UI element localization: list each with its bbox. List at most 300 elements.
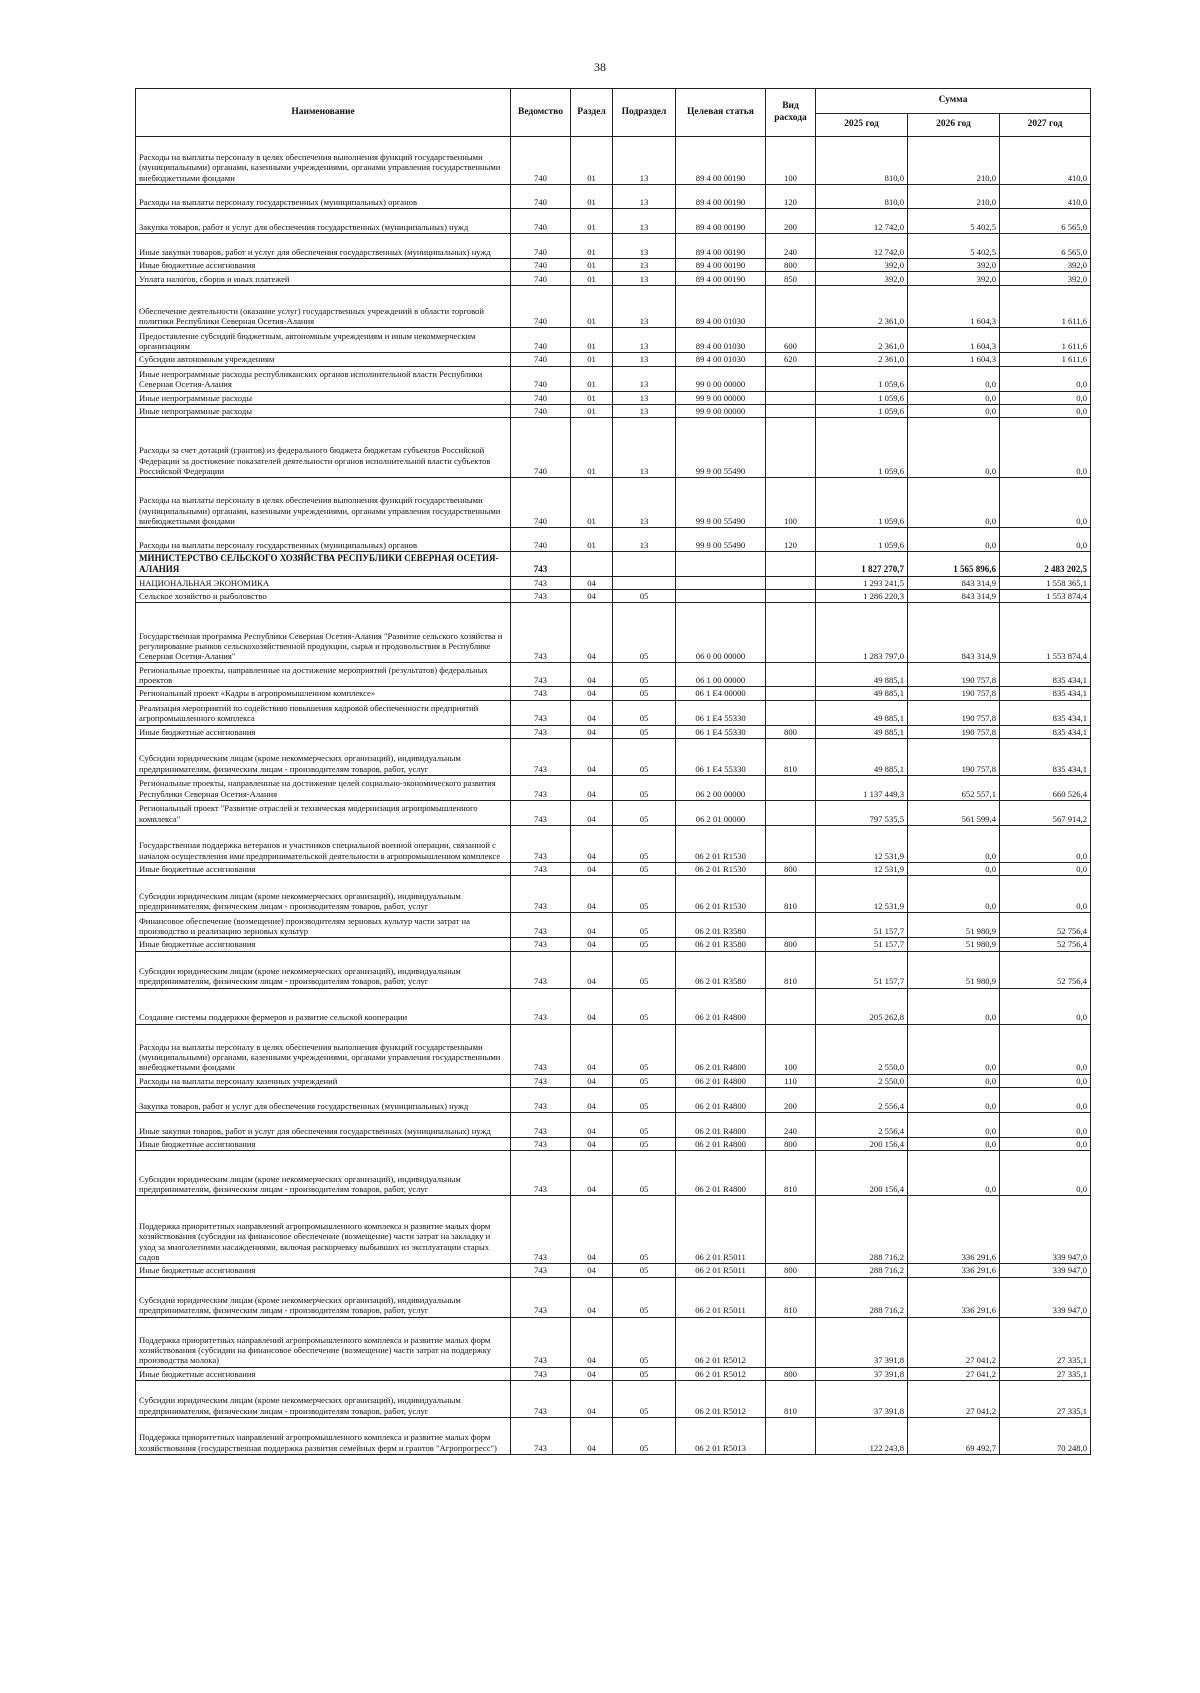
cell-name: Сельское хозяйство и рыболовство	[136, 590, 511, 603]
cell-dept: 740	[511, 391, 571, 404]
cell-2026: 210,0	[908, 185, 1000, 209]
cell-2025: 37 391,8	[816, 1317, 908, 1367]
cell-2025: 37 391,8	[816, 1367, 908, 1380]
cell-section: 04	[571, 1367, 613, 1380]
cell-dept: 743	[511, 725, 571, 738]
cell-2027: 0,0	[1000, 1113, 1091, 1138]
table-row	[136, 590, 1091, 603]
cell-subsection: 05	[613, 876, 676, 913]
header-sum: Сумма	[816, 89, 1091, 114]
cell-subsection: 13	[613, 366, 676, 391]
budget-table	[135, 88, 1091, 1455]
cell-exp-type: 110	[766, 1074, 816, 1087]
cell-2025: 200 156,4	[816, 1151, 908, 1196]
cell-dept: 743	[511, 1417, 571, 1454]
cell-2027: 1 611,6	[1000, 286, 1091, 328]
cell-name: Иные бюджетные ассигнования	[136, 1367, 511, 1380]
cell-2027: 0,0	[1000, 1024, 1091, 1074]
cell-name: Расходы на выплаты персоналу в целях обеспечения выполнения функций государственными (муниципальными) органами, казенными учреждениями, органами управления государственными внебюджетными фондами	[136, 478, 511, 528]
cell-exp-type	[766, 404, 816, 417]
cell-section: 04	[571, 776, 613, 801]
cell-section: 04	[571, 951, 613, 988]
cell-2025: 1 059,6	[816, 366, 908, 391]
cell-section: 01	[571, 404, 613, 417]
cell-target: 06 2 01 R3580	[676, 938, 766, 951]
cell-dept: 743	[511, 590, 571, 603]
cell-dept: 743	[511, 603, 571, 663]
table-row	[136, 1024, 1091, 1074]
cell-target	[676, 552, 766, 577]
cell-exp-type: 200	[766, 209, 816, 234]
cell-2027: 1 553 874,4	[1000, 590, 1091, 603]
header-section: Раздел	[571, 89, 613, 137]
cell-section: 04	[571, 988, 613, 1024]
cell-target: 06 2 01 R5012	[676, 1380, 766, 1417]
cell-2027: 0,0	[1000, 826, 1091, 863]
table-row	[136, 1113, 1091, 1138]
cell-section: 04	[571, 1074, 613, 1087]
cell-dept: 740	[511, 286, 571, 328]
cell-2026: 0,0	[908, 404, 1000, 417]
cell-exp-type: 120	[766, 528, 816, 552]
cell-name: Субсидии юридическим лицам (кроме некоммерческих организаций), индивидуальным предпринимателям, физическим лицам - производителям товаров, работ, услуг	[136, 876, 511, 913]
cell-2027: 0,0	[1000, 1151, 1091, 1196]
cell-dept: 743	[511, 826, 571, 863]
cell-target: 06 2 01 R4800	[676, 1138, 766, 1151]
cell-exp-type	[766, 988, 816, 1024]
cell-exp-type	[766, 418, 816, 478]
cell-target: 89 4 00 00190	[676, 272, 766, 286]
table-row	[136, 328, 1091, 353]
cell-target: 06 2 01 R3580	[676, 951, 766, 988]
cell-2027: 0,0	[1000, 876, 1091, 913]
cell-subsection: 05	[613, 1113, 676, 1138]
cell-target: 99 9 00 55490	[676, 478, 766, 528]
cell-target: 06 2 01 R5011	[676, 1196, 766, 1264]
page-number: 38	[594, 60, 606, 74]
cell-name: Региональные проекты, направленные на достижение целей социально-экономического развития Республики Северная Осетия-Алания	[136, 776, 511, 801]
cell-2026: 843 314,9	[908, 576, 1000, 589]
cell-2027: 339 947,0	[1000, 1196, 1091, 1264]
cell-section: 04	[571, 663, 613, 687]
cell-2026: 5 402,5	[908, 209, 1000, 234]
cell-section: 01	[571, 478, 613, 528]
cell-target: 89 4 00 00190	[676, 137, 766, 185]
cell-dept: 743	[511, 1024, 571, 1074]
cell-name: Иные непрограммные расходы	[136, 404, 511, 417]
cell-exp-type	[766, 552, 816, 577]
cell-2026: 5 402,5	[908, 234, 1000, 259]
cell-subsection: 05	[613, 725, 676, 738]
cell-2026: 1 604,3	[908, 353, 1000, 366]
cell-target: 06 2 01 R4800	[676, 1074, 766, 1087]
cell-2025: 1 059,6	[816, 404, 908, 417]
cell-2025: 205 262,8	[816, 988, 908, 1024]
cell-section: 01	[571, 209, 613, 234]
cell-2026: 27 041,2	[908, 1380, 1000, 1417]
cell-exp-type	[766, 576, 816, 589]
cell-target: 06 2 01 R5011	[676, 1277, 766, 1317]
cell-section: 04	[571, 876, 613, 913]
cell-2027: 6 565,0	[1000, 234, 1091, 259]
cell-target: 06 2 01 R4800	[676, 1151, 766, 1196]
cell-name: Расходы на выплаты персоналу казенных учреждений	[136, 1074, 511, 1087]
cell-section: 04	[571, 1196, 613, 1264]
cell-section: 01	[571, 137, 613, 185]
cell-2027: 1 611,6	[1000, 328, 1091, 353]
cell-name: Субсидии юридическим лицам (кроме некоммерческих организаций), индивидуальным предпринимателям, физическим лицам - производителям товаров, работ, услуг	[136, 1151, 511, 1196]
cell-dept: 743	[511, 739, 571, 776]
cell-2026: 0,0	[908, 876, 1000, 913]
cell-2026: 0,0	[908, 1113, 1000, 1138]
cell-2025: 200 156,4	[816, 1138, 908, 1151]
cell-2025: 2 550,0	[816, 1074, 908, 1087]
cell-2025: 12 531,9	[816, 876, 908, 913]
table-row	[136, 1317, 1091, 1367]
cell-2025: 12 742,0	[816, 209, 908, 234]
cell-section: 01	[571, 528, 613, 552]
table-row	[136, 663, 1091, 687]
cell-exp-type	[766, 1317, 816, 1367]
cell-2025: 2 361,0	[816, 328, 908, 353]
cell-subsection: 13	[613, 234, 676, 259]
cell-exp-type	[766, 1196, 816, 1264]
cell-name: Расходы на выплаты персоналу государственных (муниципальных) органов	[136, 528, 511, 552]
cell-exp-type: 800	[766, 1264, 816, 1277]
cell-subsection: 05	[613, 776, 676, 801]
cell-name: Поддержка приоритетных направлений агропромышленного комплекса и развитие малых форм хозяйствования (субсидии на финансовое обеспечение (возмещение) части затрат на поддержку производства молока)	[136, 1317, 511, 1367]
header-name: Наименование	[136, 89, 511, 137]
cell-2025: 51 157,7	[816, 951, 908, 988]
cell-section: 01	[571, 353, 613, 366]
cell-2026: 210,0	[908, 137, 1000, 185]
cell-dept: 743	[511, 1196, 571, 1264]
cell-section: 01	[571, 418, 613, 478]
cell-2025: 392,0	[816, 272, 908, 286]
cell-2026: 392,0	[908, 259, 1000, 272]
cell-2027: 0,0	[1000, 1138, 1091, 1151]
cell-section: 04	[571, 1380, 613, 1417]
cell-2025: 2 556,4	[816, 1088, 908, 1113]
cell-exp-type	[766, 913, 816, 938]
cell-dept: 743	[511, 687, 571, 700]
cell-section: 04	[571, 1277, 613, 1317]
cell-exp-type: 800	[766, 725, 816, 738]
cell-target: 89 4 00 00190	[676, 259, 766, 272]
cell-target: 06 1 Е4 55330	[676, 739, 766, 776]
cell-2026: 336 291,6	[908, 1277, 1000, 1317]
cell-name: Субсидии юридическим лицам (кроме некоммерческих организаций), индивидуальным предпринимателям, физическим лицам - производителям товаров, работ, услуг	[136, 1380, 511, 1417]
cell-2025: 2 361,0	[816, 353, 908, 366]
cell-2026: 0,0	[908, 478, 1000, 528]
cell-target: 06 1 Е4 00000	[676, 687, 766, 700]
cell-target: 06 1 00 00000	[676, 663, 766, 687]
cell-2025: 49 885,1	[816, 700, 908, 725]
cell-2027: 0,0	[1000, 863, 1091, 876]
cell-subsection: 13	[613, 328, 676, 353]
cell-2025: 49 885,1	[816, 725, 908, 738]
cell-target: 89 4 00 00190	[676, 234, 766, 259]
cell-2027: 410,0	[1000, 137, 1091, 185]
cell-2027: 1 558 365,1	[1000, 576, 1091, 589]
cell-dept: 740	[511, 528, 571, 552]
cell-section	[571, 552, 613, 577]
cell-target	[676, 576, 766, 589]
cell-dept: 743	[511, 801, 571, 826]
cell-dept: 743	[511, 700, 571, 725]
cell-2026: 1 565 896,6	[908, 552, 1000, 577]
cell-exp-type: 800	[766, 259, 816, 272]
cell-exp-type: 600	[766, 328, 816, 353]
cell-name: Субсидии юридическим лицам (кроме некоммерческих организаций), индивидуальным предпринимателям, физическим лицам - производителям товаров, работ, услуг	[136, 739, 511, 776]
cell-exp-type: 800	[766, 1138, 816, 1151]
cell-section: 01	[571, 328, 613, 353]
cell-name: Государственная программа Республики Северная Осетия-Алания "Развитие сельского хозяйства и регулирование рынков сельскохозяйственной продукции, сырья и продовольствия в Республике Северная Осетия-Алания"	[136, 603, 511, 663]
cell-2025: 2 550,0	[816, 1024, 908, 1074]
cell-2025: 51 157,7	[816, 938, 908, 951]
cell-2026: 336 291,6	[908, 1264, 1000, 1277]
cell-2025: 49 885,1	[816, 687, 908, 700]
cell-target: 06 2 01 R5012	[676, 1367, 766, 1380]
table-row	[136, 1264, 1091, 1277]
cell-section: 01	[571, 259, 613, 272]
cell-exp-type: 100	[766, 137, 816, 185]
cell-section: 04	[571, 687, 613, 700]
cell-section: 01	[571, 391, 613, 404]
cell-exp-type: 120	[766, 185, 816, 209]
cell-subsection: 05	[613, 1417, 676, 1454]
cell-subsection: 05	[613, 590, 676, 603]
cell-2027: 660 526,4	[1000, 776, 1091, 801]
cell-exp-type	[766, 391, 816, 404]
cell-dept: 743	[511, 552, 571, 577]
cell-subsection: 05	[613, 988, 676, 1024]
cell-dept: 743	[511, 1113, 571, 1138]
cell-2026: 69 492,7	[908, 1417, 1000, 1454]
cell-2026: 843 314,9	[908, 603, 1000, 663]
cell-subsection: 13	[613, 137, 676, 185]
cell-name: Иные бюджетные ассигнования	[136, 863, 511, 876]
cell-exp-type	[766, 590, 816, 603]
table-row	[136, 876, 1091, 913]
table-row	[136, 1277, 1091, 1317]
cell-2027: 0,0	[1000, 404, 1091, 417]
cell-exp-type: 200	[766, 1088, 816, 1113]
cell-dept: 740	[511, 328, 571, 353]
cell-name: Субсидии юридическим лицам (кроме некоммерческих организаций), индивидуальным предпринимателям, физическим лицам - производителям товаров, работ, услуг	[136, 1277, 511, 1317]
table-row	[136, 478, 1091, 528]
cell-2025: 288 716,2	[816, 1196, 908, 1264]
cell-2025: 51 157,7	[816, 913, 908, 938]
table-row	[136, 739, 1091, 776]
cell-exp-type	[766, 687, 816, 700]
cell-exp-type	[766, 366, 816, 391]
cell-2027: 6 565,0	[1000, 209, 1091, 234]
cell-2027: 27 335,1	[1000, 1380, 1091, 1417]
cell-dept: 743	[511, 863, 571, 876]
cell-subsection: 13	[613, 418, 676, 478]
cell-2027: 0,0	[1000, 1088, 1091, 1113]
cell-2026: 0,0	[908, 988, 1000, 1024]
table-row	[136, 1151, 1091, 1196]
cell-target: 06 2 01 R5013	[676, 1417, 766, 1454]
cell-2025: 122 243,8	[816, 1417, 908, 1454]
cell-2027: 392,0	[1000, 259, 1091, 272]
cell-dept: 743	[511, 1151, 571, 1196]
table-row	[136, 353, 1091, 366]
cell-2026: 0,0	[908, 528, 1000, 552]
table-row	[136, 209, 1091, 234]
cell-dept: 740	[511, 185, 571, 209]
cell-dept: 740	[511, 272, 571, 286]
cell-target: 06 2 00 00000	[676, 776, 766, 801]
cell-2027: 0,0	[1000, 988, 1091, 1024]
cell-dept: 740	[511, 353, 571, 366]
cell-target: 89 4 00 00190	[676, 185, 766, 209]
cell-2026: 27 041,2	[908, 1317, 1000, 1367]
cell-exp-type: 800	[766, 863, 816, 876]
cell-section: 04	[571, 700, 613, 725]
cell-name: Государственная поддержка ветеранов и участников специальной военной операции, связанной с началом осуществления ими предпринимательской деятельности в агропромышленном комплексе	[136, 826, 511, 863]
cell-exp-type: 850	[766, 272, 816, 286]
table-row	[136, 1196, 1091, 1264]
cell-subsection: 13	[613, 185, 676, 209]
cell-2027: 835 434,1	[1000, 739, 1091, 776]
cell-subsection: 05	[613, 938, 676, 951]
cell-target: 99 9 00 55490	[676, 418, 766, 478]
cell-dept: 743	[511, 1367, 571, 1380]
header-2025: 2025 год	[816, 114, 908, 137]
cell-target: 89 4 00 01030	[676, 328, 766, 353]
cell-section: 01	[571, 185, 613, 209]
cell-target: 06 2 01 R4800	[676, 1024, 766, 1074]
cell-subsection: 05	[613, 1151, 676, 1196]
cell-2027: 339 947,0	[1000, 1277, 1091, 1317]
cell-section: 01	[571, 272, 613, 286]
cell-subsection: 05	[613, 603, 676, 663]
table-row	[136, 826, 1091, 863]
cell-exp-type: 240	[766, 234, 816, 259]
header-2027: 2027 год	[1000, 114, 1091, 137]
cell-exp-type: 810	[766, 1380, 816, 1417]
cell-exp-type: 810	[766, 739, 816, 776]
cell-2026: 0,0	[908, 1138, 1000, 1151]
cell-2026: 843 314,9	[908, 590, 1000, 603]
cell-target	[676, 590, 766, 603]
cell-exp-type	[766, 700, 816, 725]
table-row	[136, 1367, 1091, 1380]
cell-2025: 1 059,6	[816, 528, 908, 552]
cell-name: Предоставление субсидий бюджетным, автономным учреждениям и иным некоммерческим организациям	[136, 328, 511, 353]
table-row	[136, 1074, 1091, 1087]
table-row	[136, 366, 1091, 391]
table-row	[136, 576, 1091, 589]
cell-subsection: 13	[613, 353, 676, 366]
cell-name: Иные бюджетные ассигнования	[136, 1138, 511, 1151]
cell-name: Региональный проект "Развитие отраслей и техническая модернизация агропромышленного комплекса"	[136, 801, 511, 826]
cell-2025: 392,0	[816, 259, 908, 272]
cell-target: 06 2 01 R1530	[676, 826, 766, 863]
cell-section: 04	[571, 590, 613, 603]
cell-name: Субсидии юридическим лицам (кроме некоммерческих организаций), индивидуальным предпринимателям, физическим лицам - производителям товаров, работ, услуг	[136, 951, 511, 988]
table-row	[136, 801, 1091, 826]
cell-2027: 52 756,4	[1000, 938, 1091, 951]
cell-2025: 1 827 270,7	[816, 552, 908, 577]
header-dept: Ведомство	[511, 89, 571, 137]
cell-2026: 561 599,4	[908, 801, 1000, 826]
cell-2027: 0,0	[1000, 391, 1091, 404]
cell-exp-type: 100	[766, 1024, 816, 1074]
cell-dept: 740	[511, 137, 571, 185]
cell-2026: 190 757,8	[908, 687, 1000, 700]
cell-section: 04	[571, 1138, 613, 1151]
cell-name: Финансовое обеспечение (возмещение) производителям зерновых культур части затрат на производство и реализацию зерновых культур	[136, 913, 511, 938]
cell-section: 04	[571, 1417, 613, 1454]
cell-subsection: 05	[613, 1196, 676, 1264]
table-row	[136, 951, 1091, 988]
table-row	[136, 988, 1091, 1024]
cell-dept: 740	[511, 366, 571, 391]
cell-2025: 1 059,6	[816, 418, 908, 478]
cell-2025: 810,0	[816, 137, 908, 185]
cell-dept: 743	[511, 1380, 571, 1417]
cell-name: НАЦИОНАЛЬНАЯ ЭКОНОМИКА	[136, 576, 511, 589]
cell-exp-type: 810	[766, 951, 816, 988]
cell-subsection: 05	[613, 1088, 676, 1113]
cell-name: Поддержка приоритетных направлений агропромышленного комплекса и развитие малых форм хозяйствования (субсидии на финансовое обеспечение (возмещение) части затрат на закладку и уход за многолетними насаждениями, включая раскорчевку выбывших из эксплуатации старых садов	[136, 1196, 511, 1264]
cell-exp-type: 620	[766, 353, 816, 366]
cell-2026: 0,0	[908, 1074, 1000, 1087]
table-row	[136, 687, 1091, 700]
cell-2025: 12 531,9	[816, 863, 908, 876]
cell-subsection: 05	[613, 826, 676, 863]
table-row	[136, 234, 1091, 259]
cell-target: 06 0 00 00000	[676, 603, 766, 663]
cell-name: Закупка товаров, работ и услуг для обеспечения государственных (муниципальных) нужд	[136, 209, 511, 234]
cell-dept: 740	[511, 259, 571, 272]
cell-2026: 51 980,9	[908, 951, 1000, 988]
cell-subsection: 05	[613, 1367, 676, 1380]
cell-target: 06 2 01 R4800	[676, 1113, 766, 1138]
cell-target: 99 0 00 00000	[676, 366, 766, 391]
cell-target: 06 2 01 R1530	[676, 863, 766, 876]
cell-dept: 743	[511, 913, 571, 938]
cell-target: 06 2 01 R3580	[676, 913, 766, 938]
table-row	[136, 1138, 1091, 1151]
cell-2027: 835 434,1	[1000, 725, 1091, 738]
cell-name: Иные непрограммные расходы	[136, 391, 511, 404]
table-row	[136, 259, 1091, 272]
cell-name: Иные непрограммные расходы республиканских органов исполнительной власти Республики Северная Осетия-Алания	[136, 366, 511, 391]
cell-2026: 27 041,2	[908, 1367, 1000, 1380]
cell-name: Закупка товаров, работ и услуг для обеспечения государственных (муниципальных) нужд	[136, 1088, 511, 1113]
cell-dept: 743	[511, 988, 571, 1024]
cell-name: Реализация мероприятий по содействию повышения кадровой обеспеченности предприятий агропромышленного комплекса	[136, 700, 511, 725]
table-row	[136, 776, 1091, 801]
cell-2027: 0,0	[1000, 418, 1091, 478]
table-row	[136, 272, 1091, 286]
cell-exp-type: 810	[766, 1277, 816, 1317]
table-row	[136, 137, 1091, 185]
cell-2026: 190 757,8	[908, 739, 1000, 776]
table-row	[136, 552, 1091, 577]
cell-subsection: 05	[613, 663, 676, 687]
cell-exp-type: 800	[766, 1367, 816, 1380]
cell-section: 04	[571, 863, 613, 876]
cell-target: 06 2 01 R5011	[676, 1264, 766, 1277]
cell-2026: 190 757,8	[908, 663, 1000, 687]
cell-target: 99 9 00 00000	[676, 404, 766, 417]
